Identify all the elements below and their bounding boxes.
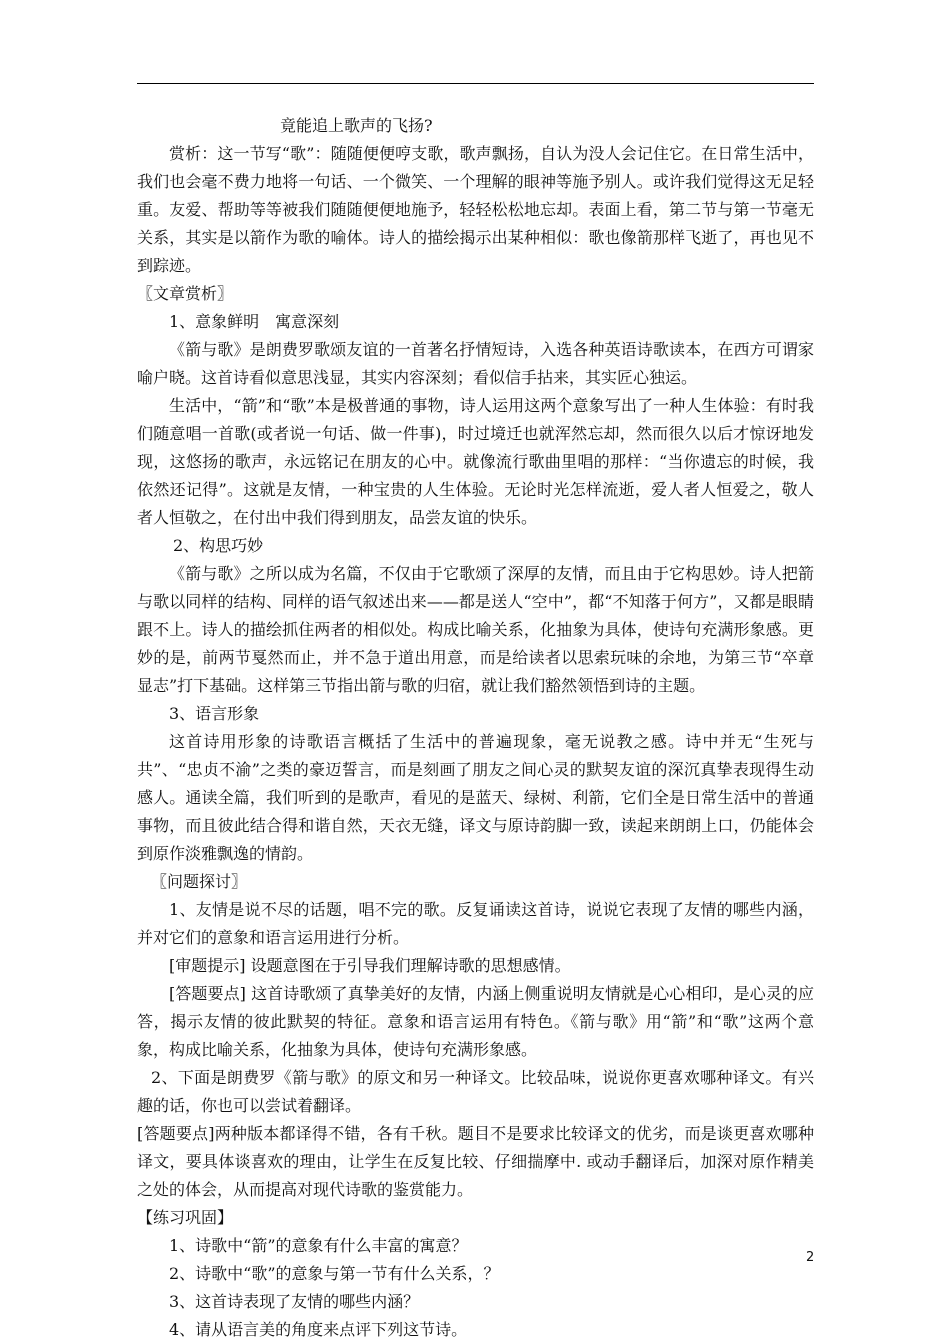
question-item: 1、友情是说不尽的话题，唱不完的歌。反复诵读这首诗，说说它表现了友情的哪些内涵，并对它们的意象和语言运用进行分析。: [137, 900, 814, 947]
appreciation-paragraph: 赏析：这一节写“歌”：随随便便哼支歌，歌声飘扬，自认为没人会记住它。在日常生活中，我们也会毫不费力地将一句话、一个微笑、一个理解的眼神等施予别人。或许我们觉得这无足轻重。友爱、帮助等等被我们随随便便地施予，轻轻松松地忘却。表面上看，第二节与第一节毫无关系，其实是以箭作为歌的喻体。诗人的描绘揭示出某种相似：歌也像箭那样飞逝了，再也见不到踪迹。: [137, 144, 814, 275]
answer-points: [答题要点] 这首诗歌颂了真挚美好的友情，内涵上侧重说明友情就是心心相印，是心灵的应答，揭示友情的彼此默契的特征。意象和语言运用有特色。《箭与歌》用“箭”和“歌”这两个意象，构成比喻关系，化抽象为具体，使诗句充满形象感。: [137, 984, 814, 1059]
document-body: [137, 112, 814, 1344]
body-paragraph: 《箭与歌》之所以成为名篇，不仅由于它歌颂了深厚的友情，而且由于它构思妙。诗人把箭与歌以同样的结构、同样的语气叙述出来——都是送人“空中”，都“不知落于何方”，又都是眼睛跟不上。诗人的描绘抓住两者的相似处。构成比喻关系，化抽象为具体，使诗句充满形象感。更妙的是，前两节戛然而止，并不急于道出用意，而是给读者以思索玩味的余地，为第三节“卒章显志”打下基础。这样第三节指出箭与歌的归宿，就让我们豁然领悟到诗的主题。: [137, 564, 814, 695]
body-paragraph: 这首诗用形象的诗歌语言概括了生活中的普遍现象，毫无说教之感。诗中并无“生死与共”、“忠贞不渝”之类的豪迈誓言，而是刻画了朋友之间心灵的默契友谊的深沉真挚表现得生动感人。通读全篇，我们听到的是歌声，看见的是蓝天、绿树、利箭，它们全是日常生活中的普通事物，而且彼此结合得和谐自然，天衣无缝，译文与原诗韵脚一致，读起来朗朗上口，仍能体会到原作淡雅飘逸的情韵。: [137, 732, 814, 863]
subheading-language: 3、语言形象: [169, 704, 260, 723]
section-heading-article-analysis: 〖文章赏析〗: [137, 284, 234, 303]
body-paragraph: 生活中，“箭”和“歌”本是极普通的事物，诗人运用这两个意象写出了一种人生体验：有时我们随意唱一首歌(或者说一句话、做一件事)，时过境迁也就浑然忘却，然而很久以后才惊讶地发现，这悠扬的歌声，永远铭记在朋友的心中。就像流行歌曲里唱的那样：“当你遗忘的时候，我依然还记得”。这就是友情，一种宝贵的人生体验。无论时光怎样流逝，爱人者人恒爱之，敬人者人恒敬之，在付出中我们得到朋友，品尝友谊的快乐。: [137, 396, 814, 527]
section-heading-practice: 【练习巩固】: [137, 1208, 234, 1227]
subheading-imagery: 1、意象鲜明 寓意深刻: [169, 312, 340, 331]
header-rule: [137, 83, 814, 84]
poem-line: 竟能追上歌声的飞扬?: [280, 116, 433, 135]
subheading-structure: 2、构思巧妙: [173, 536, 264, 555]
page-number: 2: [806, 1250, 815, 1265]
body-paragraph: 《箭与歌》是朗费罗歌颂友谊的一首著名抒情短诗，入选各种英语诗歌读本，在西方可谓家喻户晓。这首诗看似意思浅显，其实内容深刻；看似信手拈来，其实匠心独运。: [137, 340, 814, 387]
answer-points: [答题要点]两种版本都译得不错，各有千秋。题目不是要求比较译文的优劣，而是谈更喜欢哪种译文，要具体谈喜欢的理由，让学生在反复比较、仔细揣摩中. 或动手翻译后，加深对原作精美之处的体会，从而提高对现代诗歌的鉴赏能力。: [137, 1124, 814, 1199]
question-hint: [审题提示] 设题意图在于引导我们理解诗歌的思想感情。: [169, 956, 571, 975]
practice-item: 3、这首诗表现了友情的哪些内涵？: [169, 1292, 420, 1311]
section-heading-questions: 〖问题探讨〗: [151, 872, 248, 891]
practice-item: 2、诗歌中“歌”的意象与第一节有什么关系，？: [169, 1264, 500, 1283]
practice-item: 4、请从语言美的角度来点评下列这节诗。: [169, 1320, 468, 1339]
practice-item: 1、诗歌中“箭”的意象有什么丰富的寓意？: [169, 1236, 468, 1255]
question-item: 2、下面是朗费罗《箭与歌》的原文和另一种译文。比较品味，说说你更喜欢哪种译文。有兴趣的话，你也可以尝试着翻译。: [137, 1068, 814, 1115]
